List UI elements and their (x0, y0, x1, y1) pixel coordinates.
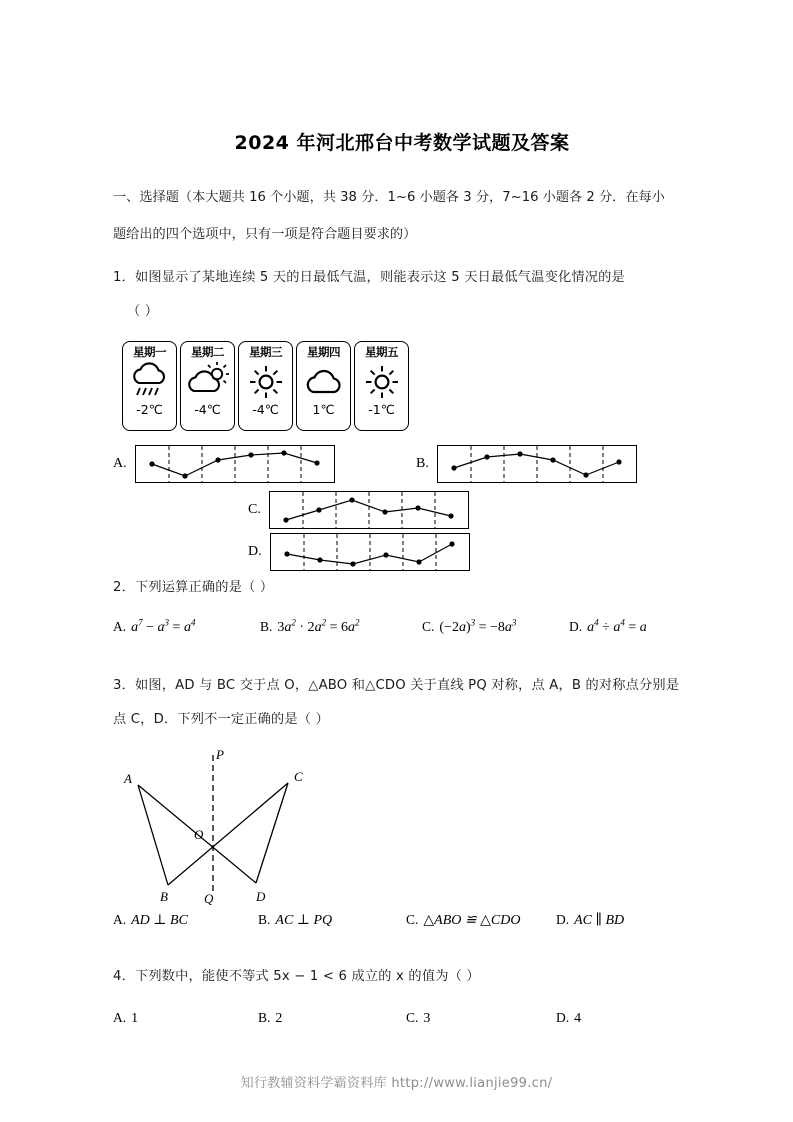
weather-card (296, 341, 351, 431)
segment-ab (138, 785, 168, 885)
option-label: D. (569, 619, 583, 634)
question-4-stem: 4．下列数中，能使不等式 5x − 1 < 6 成立的 x 的值为（ ） (113, 969, 480, 984)
question-3-option-a[interactable] (113, 912, 188, 929)
option-label: B. (416, 456, 429, 471)
line-chart-b (437, 445, 637, 483)
figure-label-o: O (194, 827, 204, 842)
option-label: C. (422, 619, 435, 634)
figure-label-b: B (160, 889, 168, 904)
option-label: D. (556, 912, 570, 927)
weather-day-label: 星期五 (365, 345, 398, 359)
weather-card (354, 341, 409, 431)
option-label: C. (248, 502, 261, 517)
question-3-figure (113, 743, 691, 918)
line-chart-d-svg (271, 534, 469, 570)
question-3-stem-line-2: 点 C，D．下列不一定正确的是（ ） (113, 712, 329, 727)
document-content (113, 128, 691, 1040)
weather-day-label: 星期三 (249, 345, 282, 359)
question-4-options (113, 1010, 691, 1040)
sun-icon (243, 361, 289, 403)
figure-label-p: P (216, 747, 224, 762)
option-label: D. (556, 1010, 570, 1025)
line-chart-b-svg (438, 446, 636, 482)
line-chart-d (270, 533, 470, 571)
weather-card (122, 341, 177, 431)
question-4-option-b[interactable] (258, 1010, 282, 1027)
sun-icon (359, 361, 405, 403)
question-1-option-b[interactable] (416, 445, 637, 483)
footer-watermark: 知行教辅资料学霸资料库 http://www.lianjie99.cn/ (240, 1076, 553, 1091)
option-expression: 3 (423, 1011, 431, 1026)
option-expression: AC ∥ BD (574, 913, 625, 928)
option-expression: AD ⊥ BC (131, 913, 188, 928)
question-3-option-b[interactable] (258, 912, 332, 929)
option-label: B. (260, 619, 273, 634)
question-1-answer-blank: （ ） (127, 304, 159, 319)
page-title: 2024 年河北邢台中考数学试题及答案 (234, 132, 570, 154)
figure-label-q: Q (204, 891, 214, 906)
question-4-option-c[interactable] (406, 1010, 430, 1027)
question-1-option-c[interactable] (248, 491, 469, 529)
question-2-stem: 2．下列运算正确的是（ ） (113, 580, 274, 595)
question-3-option-c[interactable] (406, 912, 520, 929)
line-chart-c-svg (270, 492, 468, 528)
option-label: C. (406, 1010, 419, 1025)
option-expression: △ABO ≌ △CDO (423, 913, 521, 928)
question-1-options (113, 445, 691, 565)
question-3-stem-line-1: 3．如图，AD 与 BC 交于点 O，△ABO 和△CDO 关于直线 PQ 对称，点 A，B 的对称点分别是 (113, 678, 680, 693)
question-1-stem: 1．如图显示了某地连续 5 天的日最低气温，则能表示这 5 天日最低气温变化情况的是 (113, 270, 625, 285)
line-chart-a (135, 445, 335, 483)
weather-day-label: 星期二 (191, 345, 224, 359)
question-4-option-d[interactable] (556, 1010, 581, 1027)
option-label: A. (113, 456, 127, 471)
weather-day-label: 星期四 (307, 345, 340, 359)
segment-cb (168, 783, 288, 885)
figure-label-c: C (294, 769, 303, 784)
option-label: C. (406, 912, 419, 927)
weather-temperature: -1℃ (368, 402, 395, 417)
question-3-option-d[interactable] (556, 912, 624, 929)
section-header-line-1: 一、选择题（本大题共 16 个小题，共 38 分．1~6 小题各 3 分，7~16 小题各 2 分．在每小 (113, 190, 665, 205)
option-label: A. (113, 1010, 127, 1025)
option-label: B. (258, 912, 271, 927)
question-2-option-a[interactable]: A. $a^7 - a^3 = a^4$ (113, 617, 196, 635)
option-expression: 1 (131, 1011, 139, 1026)
segment-cd (256, 783, 288, 883)
section-header-line-2: 题给出的四个选项中，只有一项是符合题目要求的） (113, 227, 417, 242)
question-2-option-c[interactable]: C. $(-2a)^3 = -8a^3$ (422, 617, 517, 635)
weather-card (238, 341, 293, 431)
weather-temperature: -4℃ (194, 402, 221, 417)
symmetry-diagram (116, 743, 346, 915)
weather-temperature: -2℃ (136, 402, 163, 417)
option-expression: 2 (275, 1011, 283, 1026)
question-2-option-d[interactable]: D. $a^4 \div a^4 = a$ (569, 617, 647, 635)
line-chart-a-svg (136, 446, 334, 482)
question-3-options (113, 912, 691, 942)
option-label: B. (258, 1010, 271, 1025)
weather-temperature: -4℃ (252, 402, 279, 417)
option-label: A. (113, 912, 127, 927)
weather-temperature: 1℃ (312, 402, 335, 417)
line-chart-c (269, 491, 469, 529)
option-label: A. (113, 619, 127, 634)
figure-label-a: A (124, 771, 132, 786)
weather-card (180, 341, 235, 431)
option-expression: AC ⊥ PQ (275, 913, 333, 928)
option-expression: 4 (574, 1011, 582, 1026)
figure-label-d: D (256, 889, 266, 904)
question-2-option-b[interactable]: B. $3a^2 \cdot 2a^2 = 6a^2$ (260, 617, 360, 635)
sun-behind-cloud-icon (185, 361, 231, 403)
question-4-option-a[interactable] (113, 1010, 138, 1027)
question-2-options (113, 619, 691, 649)
rain-cloud-icon (127, 361, 173, 403)
question-1-option-a[interactable] (113, 445, 335, 483)
weather-day-label: 星期一 (133, 345, 166, 359)
cloud-icon (301, 361, 347, 403)
weather-card-strip (122, 341, 691, 431)
option-label: D. (248, 544, 262, 559)
question-1-option-d[interactable] (248, 533, 470, 571)
